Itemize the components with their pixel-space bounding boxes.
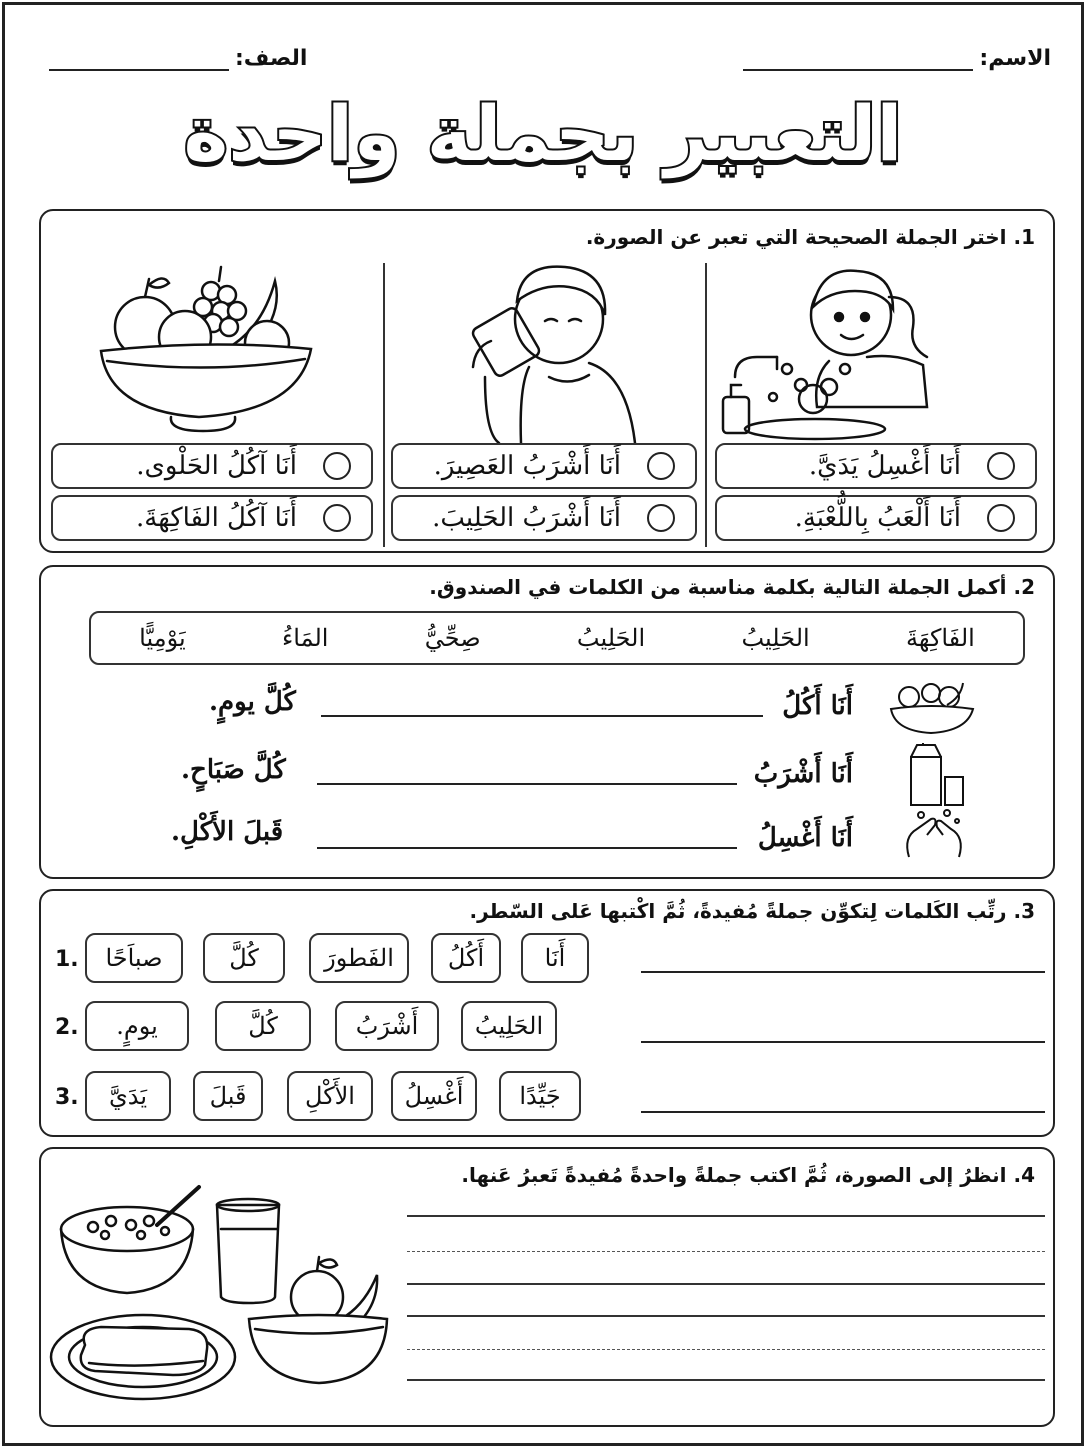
word-chip[interactable]: قَبلَ bbox=[193, 1071, 263, 1121]
sentence-end: كُلَّ صَبَاحٍ. bbox=[181, 755, 286, 785]
writing-line[interactable] bbox=[407, 1283, 1045, 1285]
radio-button[interactable] bbox=[647, 452, 675, 480]
word-bank-item: صِحِّيُّ bbox=[424, 624, 481, 652]
row-number: 1. bbox=[55, 947, 79, 972]
word-chip[interactable]: كُلَّ bbox=[215, 1001, 311, 1051]
word-chip[interactable]: أَشْرَبُ bbox=[335, 1001, 439, 1051]
name-field bbox=[743, 43, 1051, 71]
word-bank-item: الفَاكِهَةَ bbox=[906, 624, 975, 652]
sentence-start: أَنَا أَكُلُ bbox=[782, 691, 853, 721]
fill-row bbox=[41, 679, 1053, 735]
boy-drinking-picture bbox=[429, 257, 649, 443]
word-chip[interactable]: أَنَا bbox=[521, 933, 589, 983]
option-text: أَنَا أَغْسِلُ يَدَيَّ. bbox=[808, 451, 961, 481]
word-chip[interactable]: الفَطورَ bbox=[309, 933, 409, 983]
word-chip[interactable]: الحَلِيبُ bbox=[461, 1001, 557, 1051]
question-1-title: 1. اختر الجملة الصحيحة التي تعبر عن الصورة. bbox=[585, 225, 1035, 249]
fill-row bbox=[41, 807, 1053, 863]
word-chip[interactable]: صباَحًا bbox=[85, 933, 183, 983]
breakfast-scene-picture bbox=[49, 1179, 389, 1419]
word-chip[interactable]: أَغْسِلُ bbox=[391, 1071, 477, 1121]
sentence-start: أَنَا أَشْرَبُ bbox=[753, 759, 853, 789]
column-divider bbox=[705, 263, 707, 547]
milk-carton-icon bbox=[901, 743, 971, 809]
question-2-section bbox=[39, 565, 1055, 879]
sentence-end: قَبلَ الأَكْلِ. bbox=[171, 817, 284, 847]
sentence-start: أَنَا أَغْسِلُ bbox=[757, 823, 853, 853]
word-bank-item: الحَلِيبُ bbox=[576, 624, 646, 652]
hand-washing-icon bbox=[901, 807, 967, 863]
word-bank bbox=[89, 611, 1025, 665]
fruit-bowl-picture bbox=[99, 261, 319, 441]
fruit-bowl-icon bbox=[887, 679, 977, 735]
worksheet-title: التعبير بجملة واحدة bbox=[183, 89, 903, 178]
class-field bbox=[49, 43, 307, 71]
option-text: أَنَا أَلْعَبُ بِاللُّعْبَةِ. bbox=[794, 503, 961, 533]
class-label: الصف: bbox=[235, 46, 308, 71]
row-number: 3. bbox=[55, 1085, 79, 1110]
radio-button[interactable] bbox=[323, 504, 351, 532]
answer-blank[interactable] bbox=[317, 783, 737, 785]
question-3-title: 3. رتِّب الكَلمات لِتكوِّن جملةً مُفيدةً، ثُمَّ اكْتبها عَلى السّطر. bbox=[469, 899, 1035, 923]
writing-line[interactable] bbox=[407, 1315, 1045, 1317]
option-drink-milk[interactable] bbox=[391, 495, 697, 541]
radio-button[interactable] bbox=[647, 504, 675, 532]
word-bank-item: الحَلِيبُ bbox=[741, 624, 810, 652]
word-chip[interactable]: يَدَيَّ bbox=[85, 1071, 171, 1121]
name-blank[interactable] bbox=[743, 43, 973, 71]
option-text: أَنَا أَشْرَبُ الحَلِيبَ. bbox=[432, 503, 621, 533]
answer-blank[interactable] bbox=[321, 715, 763, 717]
girl-washing-hands-picture bbox=[717, 257, 937, 443]
answer-line[interactable] bbox=[641, 971, 1045, 973]
radio-button[interactable] bbox=[323, 452, 351, 480]
class-blank[interactable] bbox=[49, 43, 229, 71]
row-number: 2. bbox=[55, 1015, 79, 1040]
option-eat-fruit[interactable] bbox=[51, 495, 373, 541]
word-bank-item: يَوْمِيًّا bbox=[139, 624, 186, 652]
column-divider bbox=[383, 263, 385, 547]
word-chip[interactable]: يومٍ. bbox=[85, 1001, 189, 1051]
fill-row bbox=[41, 743, 1053, 799]
word-chip[interactable]: جَيِّدًا bbox=[499, 1071, 581, 1121]
radio-button[interactable] bbox=[987, 452, 1015, 480]
radio-button[interactable] bbox=[987, 504, 1015, 532]
writing-line-guide bbox=[407, 1349, 1045, 1350]
option-text: أَنَا آكُلُ الحَلْوى. bbox=[136, 451, 297, 481]
option-drink-juice[interactable] bbox=[391, 443, 697, 489]
writing-line[interactable] bbox=[407, 1215, 1045, 1217]
writing-line[interactable] bbox=[407, 1379, 1045, 1381]
answer-line[interactable] bbox=[641, 1111, 1045, 1113]
name-label: الاسم: bbox=[979, 46, 1051, 71]
word-chip[interactable]: أَكُلُ bbox=[431, 933, 501, 983]
question-4-section bbox=[39, 1147, 1055, 1427]
question-1-section bbox=[39, 209, 1055, 553]
question-2-title: 2. أكمل الجملة التالية بكلمة مناسبة من الكلمات في الصندوق. bbox=[429, 575, 1035, 599]
word-chip[interactable]: الأَكْلِ bbox=[287, 1071, 373, 1121]
word-bank-item: المَاءُ bbox=[281, 624, 329, 652]
question-3-section bbox=[39, 889, 1055, 1137]
sentence-end: كُلَّ يومٍ. bbox=[209, 687, 296, 717]
answer-blank[interactable] bbox=[317, 847, 737, 849]
word-chip[interactable]: كُلَّ bbox=[203, 933, 285, 983]
worksheet bbox=[2, 2, 1084, 1446]
question-4-title: 4. انظرُ إلى الصورة، ثُمَّ اكتب جملةً واحدةً مُفيدةً تَعبرُ عَنها. bbox=[461, 1163, 1035, 1187]
writing-line-guide bbox=[407, 1251, 1045, 1252]
option-play-toy[interactable] bbox=[715, 495, 1037, 541]
option-text: أَنَا أَشْرَبُ العَصِيرَ. bbox=[433, 451, 621, 481]
answer-line[interactable] bbox=[641, 1041, 1045, 1043]
option-wash-hands[interactable] bbox=[715, 443, 1037, 489]
option-eat-sweets[interactable] bbox=[51, 443, 373, 489]
option-text: أَنَا آكُلُ الفَاكِهَةَ. bbox=[136, 503, 297, 533]
